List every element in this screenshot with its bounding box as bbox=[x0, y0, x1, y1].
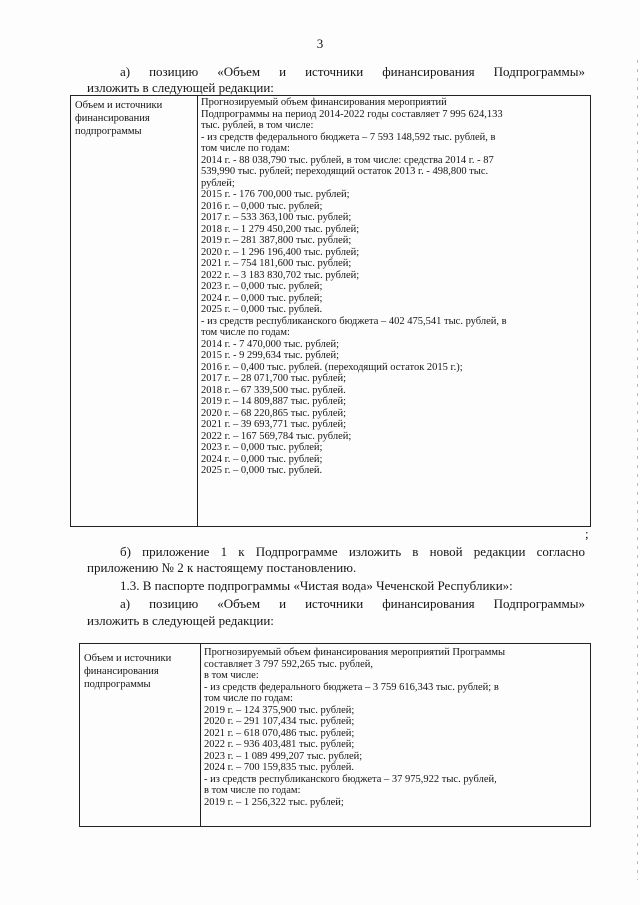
table-text-line: 2023 г. – 0,000 тыс. рублей; bbox=[201, 442, 323, 453]
table-text-line: 2025 г. – 0,000 тыс. рублей. bbox=[201, 304, 323, 315]
table1-content-cell bbox=[198, 96, 590, 526]
table-text-line: рублей; bbox=[201, 177, 235, 189]
table-text-line: 2024 г. – 0,000 тыс. рублей; bbox=[201, 453, 323, 465]
table-text-line: 2022 г. – 3 183 830,702 тыс. рублей; bbox=[201, 269, 360, 281]
table-text-line: 2023 г. – 1 089 499,207 тыс. рублей; bbox=[204, 750, 363, 762]
financing-table-1 bbox=[70, 95, 591, 527]
table-text-line: - из средств федерального бюджета – 7 593 148,592 тыс. рублей, в bbox=[201, 131, 496, 143]
table-text-line: 2025 г. – 0,000 тыс. рублей. bbox=[201, 465, 323, 476]
table-text-line: Подпрограммы на период 2014-2022 годы составляет 7 995 624,133 bbox=[201, 108, 503, 120]
para-b-line1: б) приложение 1 к Подпрограмме изложить в новой редакции согласно bbox=[120, 544, 585, 559]
table-text-line: 2019 г. – 124 375,900 тыс. рублей; bbox=[204, 704, 355, 716]
table-text-line: 2017 г. – 28 071,700 тыс. рублей; bbox=[201, 373, 347, 384]
table-text-line: в том числе: bbox=[204, 670, 259, 681]
table-text-line: 2015 г. - 9 299,634 тыс. рублей; bbox=[201, 350, 340, 361]
table-text-line: 2018 г. – 67 339,500 тыс. рублей. bbox=[201, 384, 346, 396]
table-text-line: 2020 г. – 291 107,434 тыс. рублей; bbox=[204, 716, 355, 727]
table-text-line: том числе по годам: bbox=[201, 327, 290, 338]
page-edge-mark bbox=[637, 60, 638, 880]
table1-label-cell bbox=[71, 96, 198, 526]
table-text-line: 2016 г. – 0,400 тыс. рублей. (переходящий остаток 2015 г.); bbox=[201, 361, 463, 373]
table-text-line: 2023 г. – 0,000 тыс. рублей; bbox=[201, 281, 323, 292]
table-text-line: 2021 г. – 39 693,771 тыс. рублей; bbox=[201, 419, 347, 430]
table-text-line: 2020 г. – 68 220,865 тыс. рублей; bbox=[201, 407, 347, 419]
table2-content-cell bbox=[201, 644, 590, 826]
table-text-line: 2020 г. – 1 296 196,400 тыс. рублей; bbox=[201, 246, 360, 258]
intro-a2-line2: изложить в следующей редакции: bbox=[87, 613, 274, 628]
table-text-line: 2015 г. - 176 700,000 тыс. рублей; bbox=[201, 189, 350, 200]
table-text-line: - из средств республиканского бюджета – 37 975,922 тыс. рублей, bbox=[204, 773, 497, 785]
table-text-line: 2024 г. – 700 159,835 тыс. рублей. bbox=[204, 762, 354, 773]
table-text-line: 2019 г. – 281 387,800 тыс. рублей; bbox=[201, 235, 352, 246]
table-text-line: составляет 3 797 592,265 тыс. рублей, bbox=[204, 658, 373, 670]
table-text-line: Прогнозируемый объем финансирования мероприятий bbox=[201, 97, 447, 108]
semicolon: ; bbox=[585, 526, 589, 541]
table-text-line: тыс. рублей, в том числе: bbox=[201, 120, 314, 131]
page-number: 3 bbox=[316, 36, 324, 51]
table-text-line: 2016 г. – 0,000 тыс. рублей; bbox=[201, 200, 323, 212]
table-text-line: 539,990 тыс. рублей; переходящий остаток 2013 г. - 498,800 тыс. bbox=[201, 166, 489, 177]
table-text-line: 2021 г. – 754 181,600 тыс. рублей; bbox=[201, 258, 352, 269]
table-text-line: в том числе по годам: bbox=[204, 785, 301, 796]
table-text-line: том числе по годам: bbox=[201, 143, 290, 154]
table-text-line: 2024 г. – 0,000 тыс. рублей; bbox=[201, 292, 323, 304]
para-1-3: 1.3. В паспорте подпрограммы «Чистая вода» Чеченской Республики»: bbox=[120, 578, 513, 593]
table-text-line: 2022 г. – 167 569,784 тыс. рублей; bbox=[201, 430, 352, 442]
intro-a-line1: а) позицию «Объем и источники финансирования Подпрограммы» bbox=[120, 64, 585, 79]
table1-label: Объем и источники финансирования подпрограммы bbox=[75, 100, 163, 137]
table-text-line: Прогнозируемый объем финансирования мероприятий Программы bbox=[204, 647, 506, 658]
table-text-line: 2021 г. – 618 070,486 тыс. рублей; bbox=[204, 727, 355, 739]
table2-label-cell bbox=[80, 644, 201, 826]
table-text-line: 2017 г. – 533 363,100 тыс. рублей; bbox=[201, 212, 352, 223]
para-b-line2: приложению № 2 к настоящему постановлению. bbox=[87, 560, 357, 575]
table-text-line: 2019 г. – 1 256,322 тыс. рублей; bbox=[204, 796, 344, 808]
table-text-line: 2014 г. - 88 038,790 тыс. рублей, в том числе: средства 2014 г. - 87 bbox=[201, 154, 494, 166]
financing-table-2 bbox=[79, 643, 591, 827]
table-text-line: 2014 г. - 7 470,000 тыс. рублей; bbox=[201, 338, 340, 350]
table-text-line: 2019 г. – 14 809,887 тыс. рублей; bbox=[201, 396, 347, 407]
table2-label: Объем и источники финансирования подпрограммы bbox=[84, 653, 172, 690]
table-text-line: - из средств республиканского бюджета – 402 475,541 тыс. рублей, в bbox=[201, 315, 507, 327]
table-text-line: 2018 г. – 1 279 450,200 тыс. рублей; bbox=[201, 223, 360, 235]
intro-a-line2: изложить в следующей редакции: bbox=[87, 80, 274, 95]
table-text-line: - из средств федерального бюджета – 3 759 616,343 тыс. рублей; в bbox=[204, 681, 499, 693]
intro-a2-line1: а) позицию «Объем и источники финансирования Подпрограммы» bbox=[120, 596, 585, 611]
table-text-line: том числе по годам: bbox=[204, 693, 293, 704]
table-text-line: 2022 г. – 936 403,481 тыс. рублей; bbox=[204, 739, 355, 750]
